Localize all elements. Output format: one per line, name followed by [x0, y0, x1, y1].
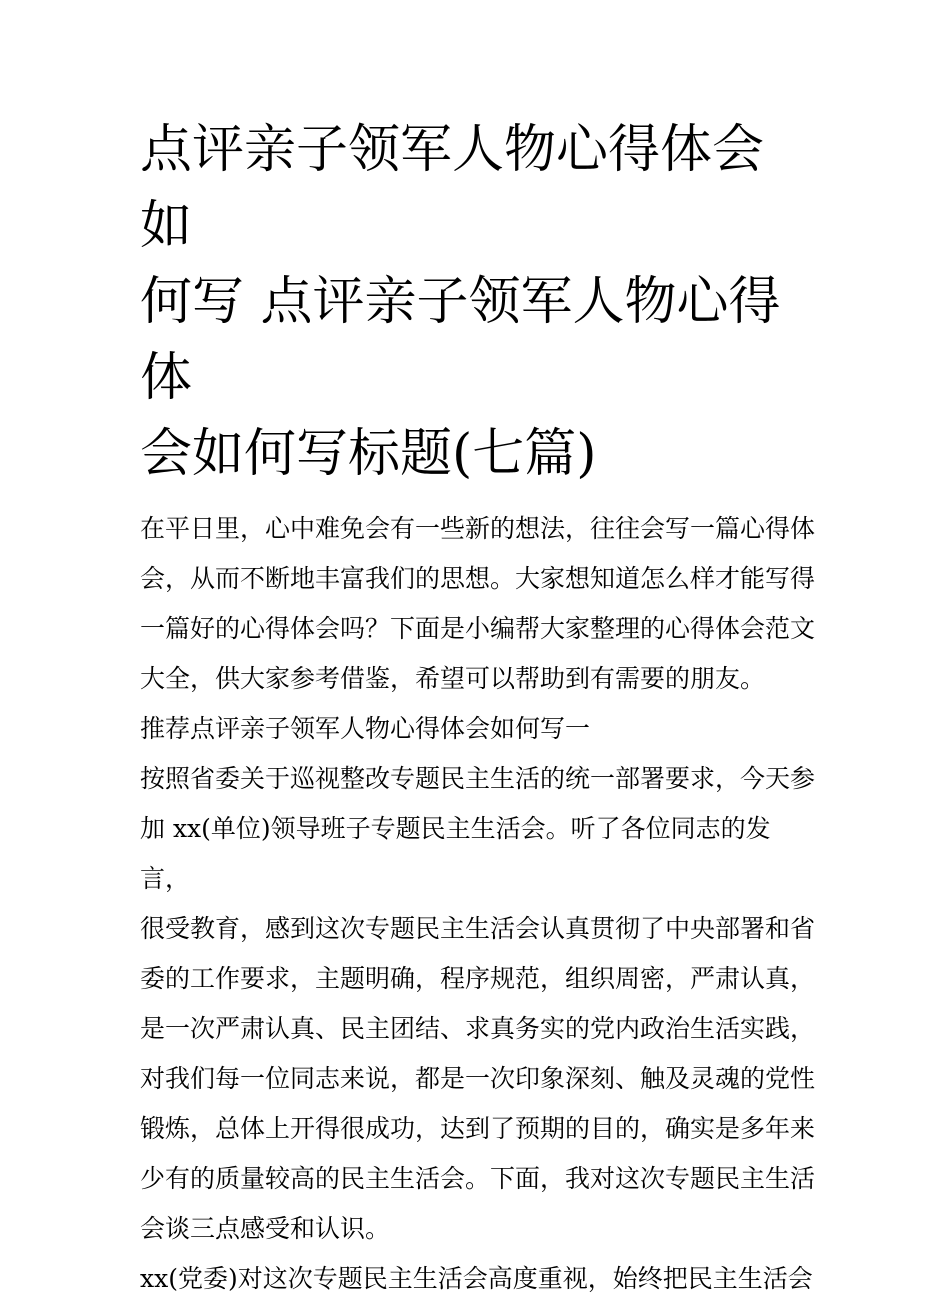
text-line: 少有的质量较高的民主生活会。下面，我对这次专题民主生活 [140, 1164, 816, 1193]
text-line: 加 xx(单位)领导班子专题民主生活会。听了各位同志的发言， [140, 814, 771, 893]
text-line: 对我们每一位同志来说，都是一次印象深刻、触及灵魂的党性 [140, 1064, 816, 1093]
text-line: 会，从而不断地丰富我们的思想。大家想知道怎么样才能写得 [140, 564, 816, 593]
document-content [140, 112, 815, 1304]
title-line: 点评亲子领军人物心得体会如 [140, 120, 765, 256]
text-line: 很受教育，感到这次专题民主生活会认真贯彻了中央部署和省 [140, 914, 816, 943]
text-line: 按照省委关于巡视整改专题民主生活的统一部署要求，今天参 [140, 764, 816, 793]
text-line: 委的工作要求，主题明确，程序规范，组织周密，严肃认真， [140, 964, 816, 993]
text-line: xx(党委)对这次专题民主生活会高度重视，始终把民主生活会 [140, 1264, 813, 1293]
text-line: 大全，供大家参考借鉴，希望可以帮助到有需要的朋友。 [140, 664, 766, 693]
section-heading [140, 704, 815, 754]
paragraph-1 [140, 754, 815, 1254]
title-line: 何写 点评亲子领军人物心得体 [140, 272, 781, 408]
text-line: 在平日里，心中难免会有一些新的想法，往往会写一篇心得体 [140, 514, 816, 543]
paragraph-2 [140, 1254, 815, 1304]
text-line: 推荐点评亲子领军人物心得体会如何写一 [140, 714, 591, 743]
text-line: 锻炼，总体上开得很成功，达到了预期的目的，确实是多年来 [140, 1114, 816, 1143]
text-line: 是一次严肃认真、民主团结、求真务实的党内政治生活实践， [140, 1014, 816, 1043]
document-title [140, 112, 815, 492]
text-line: 一篇好的心得体会吗？下面是小编帮大家整理的心得体会范文 [140, 614, 816, 643]
text-line: 会谈三点感受和认识。 [140, 1214, 391, 1243]
title-line: 会如何写标题(七篇) [140, 424, 597, 484]
intro-paragraph [140, 504, 815, 704]
